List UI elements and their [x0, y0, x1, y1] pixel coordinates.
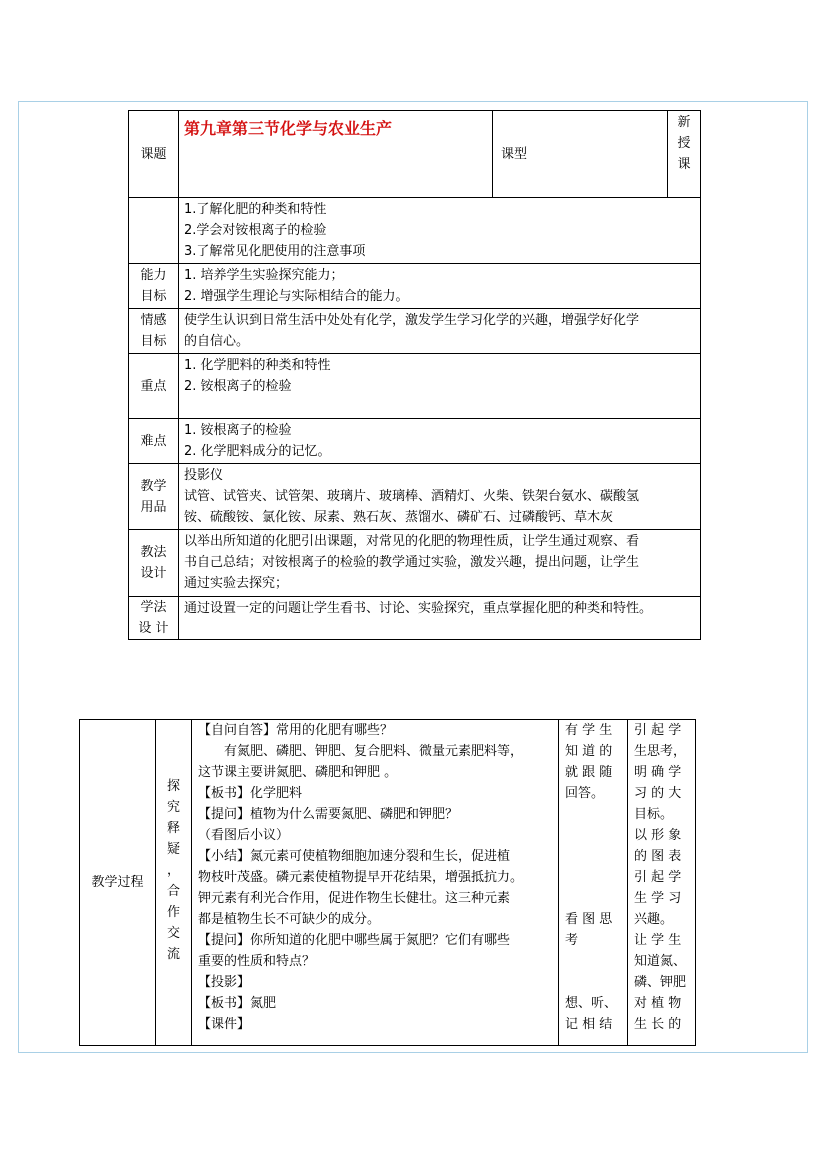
teaching-materials: 投影仪 试管、试管夹、试管架、玻璃片、玻璃棒、酒精灯、火柴、铁架台氨水、碳酸氢 铵、硫酸铵、氯化铵、尿素、熟石灰、蒸馏水、磷矿石、过磷酸钙、草木灰 — [179, 464, 701, 530]
teaching-design: 以举出所知道的化肥引出课题，对常见的化肥的物理性质，让学生通过观察、看 书自己总结；对铵根离子的检验的教学通过实验，激发兴趣，提出问题，让学生 通过实验去探究； — [179, 530, 701, 597]
ability-goals: 1. 培养学生实验探究能力； 2. 增强学生理论与实际相结合的能力。 — [179, 264, 701, 309]
design-intent: 引 起 学 生思考， 明 确 学 习 的 大 目标。 以 形 象 的 图 表 引 起 学 生 学 习 兴趣。 让 学 生 知道氮、 磷、钾肥 对 植 物 生 长 的 — [628, 720, 696, 1046]
teacher-activity: 【自问自答】常用的化肥有哪些？ 有氮肥、磷肥、钾肥、复合肥料、微量元素肥料等， 这节课主要讲氮肥、磷肥和钾肥 。 【板书】化学肥料 【提问】植物为什么需要氮肥、磷肥和钾肥？ （看图后小议） 【小结】氮元素可使植物细胞加速分裂和生长，促进植 物枝叶茂盛。磷元素使植物提早开花结果，增强抵抗力。 钾元素有利光合作用，促进作物生长健壮。这三种元素 都是植物生长不可缺少的成分。 【提问】你所知道的化肥中哪些属于氮肥？它们有哪些 重要的性质和特点？ 【投影】 【板书】氮肥 【课件】 — [192, 720, 559, 1046]
learning-design-label: 学法 设 计 — [129, 597, 179, 640]
knowledge-label — [129, 198, 179, 264]
emotion-goals: 使学生认识到日常生活中处处有化学，激发学生学习化学的兴趣，增强学好化学 的自信心。 — [179, 309, 701, 354]
lesson-plan-table — [128, 110, 701, 640]
teaching-design-label: 教法 设计 — [129, 530, 179, 597]
difficulty-points: 1. 铵根离子的检验 2. 化学肥料成分的记忆。 — [179, 419, 701, 464]
student-activity: 有 学 生 知 道 的 就 跟 随 回答。 看 图 思 考 想、听、 记 相 结 — [559, 720, 628, 1046]
materials-label: 教学 用品 — [129, 464, 179, 530]
topic-label: 课题 — [129, 111, 179, 198]
emotion-label: 情感 目标 — [129, 309, 179, 354]
process-label: 教学过程 — [80, 720, 156, 1046]
lesson-type-label: 课型 — [493, 111, 668, 198]
teaching-process-table — [79, 719, 696, 1046]
learning-design: 通过设置一定的问题让学生看书、讨论、实验探究，重点掌握化肥的种类和特性。 — [179, 597, 701, 640]
lesson-type-value: 新 授 课 — [668, 111, 701, 198]
key-points: 1. 化学肥料的种类和特性 2. 铵根离子的检验 — [179, 354, 701, 419]
phase-label: 探 究 释 疑 ， 合 作 交 流 — [156, 720, 192, 1046]
key-point-label: 重点 — [129, 354, 179, 419]
lesson-title: 第九章第三节化学与农业生产 — [179, 111, 493, 198]
knowledge-goals: 1.了解化肥的种类和特性 2.学会对铵根离子的检验 3.了解常见化肥使用的注意事项 — [179, 198, 701, 264]
ability-label: 能力 目标 — [129, 264, 179, 309]
difficulty-label: 难点 — [129, 419, 179, 464]
